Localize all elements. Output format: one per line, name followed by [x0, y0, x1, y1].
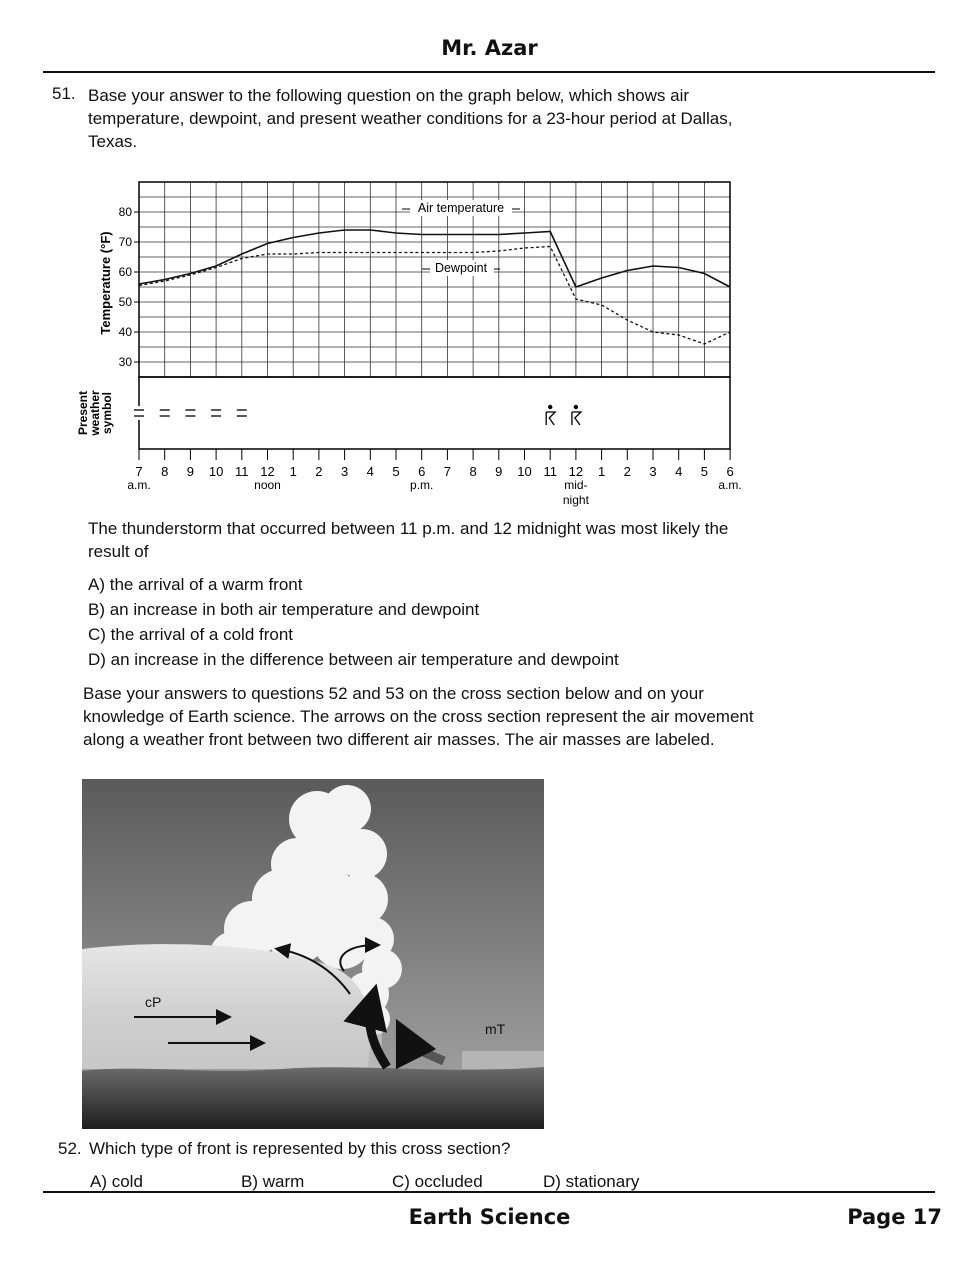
- question-51-stem-line-1: The thunderstorm that occurred between 11 p.m. and 12 midnight was most likely the: [88, 519, 729, 538]
- x-tick-label: 10: [517, 464, 532, 479]
- question-51-choice-a[interactable]: A) the arrival of a warm front: [88, 575, 303, 594]
- air-temperature-line: [139, 230, 730, 287]
- x-tick-label: 3: [649, 464, 657, 479]
- page-header-title: Mr. Azar: [441, 36, 538, 60]
- x-tick-label: 7: [443, 464, 452, 479]
- question-51-stem-line-2: result of: [88, 542, 149, 561]
- x-tick-label: 6: [418, 464, 426, 479]
- x-tick-label: 1: [289, 464, 297, 479]
- question-51-choice-d[interactable]: D) an increase in the difference between air temperature and dewpoint: [88, 650, 619, 669]
- x-axis-ticks: [127, 449, 741, 507]
- x-tick-label: 6: [726, 464, 734, 479]
- question-52-choice-d[interactable]: D) stationary: [543, 1172, 640, 1191]
- rain-dot: [548, 405, 552, 409]
- y-tick-label: 80: [118, 205, 132, 219]
- q52-53-intro-line-3: along a weather front between two different air masses. The air masses are labeled.: [83, 730, 715, 749]
- fog-symbol-bg: [160, 406, 170, 420]
- x-sub-label: a.m.: [718, 478, 742, 492]
- dewpoint-label: Dewpoint: [434, 261, 488, 275]
- warm-air-mass-label: mT: [485, 1021, 506, 1037]
- ground: [82, 1067, 544, 1129]
- x-tick-label: 12: [260, 464, 275, 479]
- question-51-number: 51.: [52, 84, 76, 103]
- x-tick-label: 5: [700, 464, 709, 479]
- y-axis-ticks: [119, 205, 139, 369]
- fog-symbol-bg: [134, 406, 144, 420]
- x-tick-label: 4: [366, 464, 374, 479]
- fog-symbol-bg: [237, 406, 247, 420]
- x-sub-label: p.m.: [410, 478, 434, 492]
- x-tick-label: 9: [186, 464, 195, 479]
- q52-53-intro-line-1: Base your answers to questions 52 and 53 on the cross section below and on your: [83, 684, 704, 703]
- x-sub-label: night: [562, 493, 589, 507]
- x-tick-label: 9: [495, 464, 503, 479]
- question-52-number: 52.: [58, 1139, 82, 1158]
- x-tick-label: 4: [675, 464, 683, 479]
- y-tick-label: 40: [118, 325, 132, 339]
- y-axis-label: Temperature (°F): [98, 231, 113, 335]
- x-tick-label: 7: [135, 464, 143, 479]
- question-52-text: Which type of front is represented by this cross section?: [89, 1139, 511, 1158]
- x-tick-label: 5: [392, 464, 400, 479]
- x-sub-label: a.m.: [127, 478, 151, 492]
- question-52-choice-c[interactable]: C) occluded: [392, 1172, 483, 1191]
- x-sub-label: noon: [254, 478, 281, 492]
- question-51-choice-b[interactable]: B) an increase in both air temperature and dewpoint: [88, 600, 480, 619]
- y-tick-label: 50: [118, 295, 132, 309]
- x-tick-label: 10: [208, 464, 224, 479]
- question-51-intro-line-1: Base your answer to the following question on the graph below, which shows air: [88, 86, 690, 105]
- x-tick-label: 12: [568, 464, 584, 479]
- cold-air-mass-label: cP: [145, 994, 162, 1010]
- question-51-intro-line-3: Texas.: [88, 132, 138, 151]
- question-52-choice-b[interactable]: B) warm: [241, 1172, 305, 1191]
- air-temperature-label: Air temperature: [417, 201, 505, 215]
- weather-panel-frame: [139, 377, 730, 449]
- q52-53-intro-line-2: knowledge of Earth science. The arrows on the cross section represent the air movement: [83, 707, 754, 726]
- x-sub-label: mid-: [564, 478, 588, 492]
- rain-dot: [574, 405, 578, 409]
- x-tick-label: 11: [235, 464, 249, 479]
- x-tick-label: 8: [161, 464, 169, 479]
- footer-page-number: Page 17: [847, 1205, 942, 1229]
- x-tick-label: 3: [340, 464, 349, 479]
- x-tick-label: 2: [315, 464, 323, 479]
- y-tick-label: 30: [118, 355, 132, 369]
- weather-panel-label: Presentweathersymbol: [76, 390, 114, 436]
- header-rule: [43, 71, 935, 73]
- temperature-dewpoint-chart: [76, 170, 760, 515]
- question-51-choice-c[interactable]: C) the arrival of a cold front: [88, 625, 294, 644]
- y-tick-label: 60: [118, 265, 132, 279]
- fog-symbol-bg: [185, 406, 195, 420]
- y-tick-label: 70: [118, 235, 132, 249]
- question-51-intro-line-2: temperature, dewpoint, and present weather conditions for a 23-hour period at Dallas,: [88, 109, 733, 128]
- weather-front-cross-section: [82, 779, 544, 1129]
- fog-symbol-bg: [211, 406, 221, 420]
- x-tick-label: 2: [623, 464, 631, 479]
- question-52-choice-a[interactable]: A) cold: [90, 1172, 143, 1191]
- x-tick-label: 1: [597, 464, 606, 479]
- weather-symbols: [134, 403, 583, 427]
- x-tick-label: 11: [543, 464, 557, 479]
- footer-subject: Earth Science: [408, 1205, 571, 1229]
- x-tick-label: 8: [469, 464, 477, 479]
- series-labels: [402, 200, 520, 276]
- footer-rule: [43, 1191, 935, 1193]
